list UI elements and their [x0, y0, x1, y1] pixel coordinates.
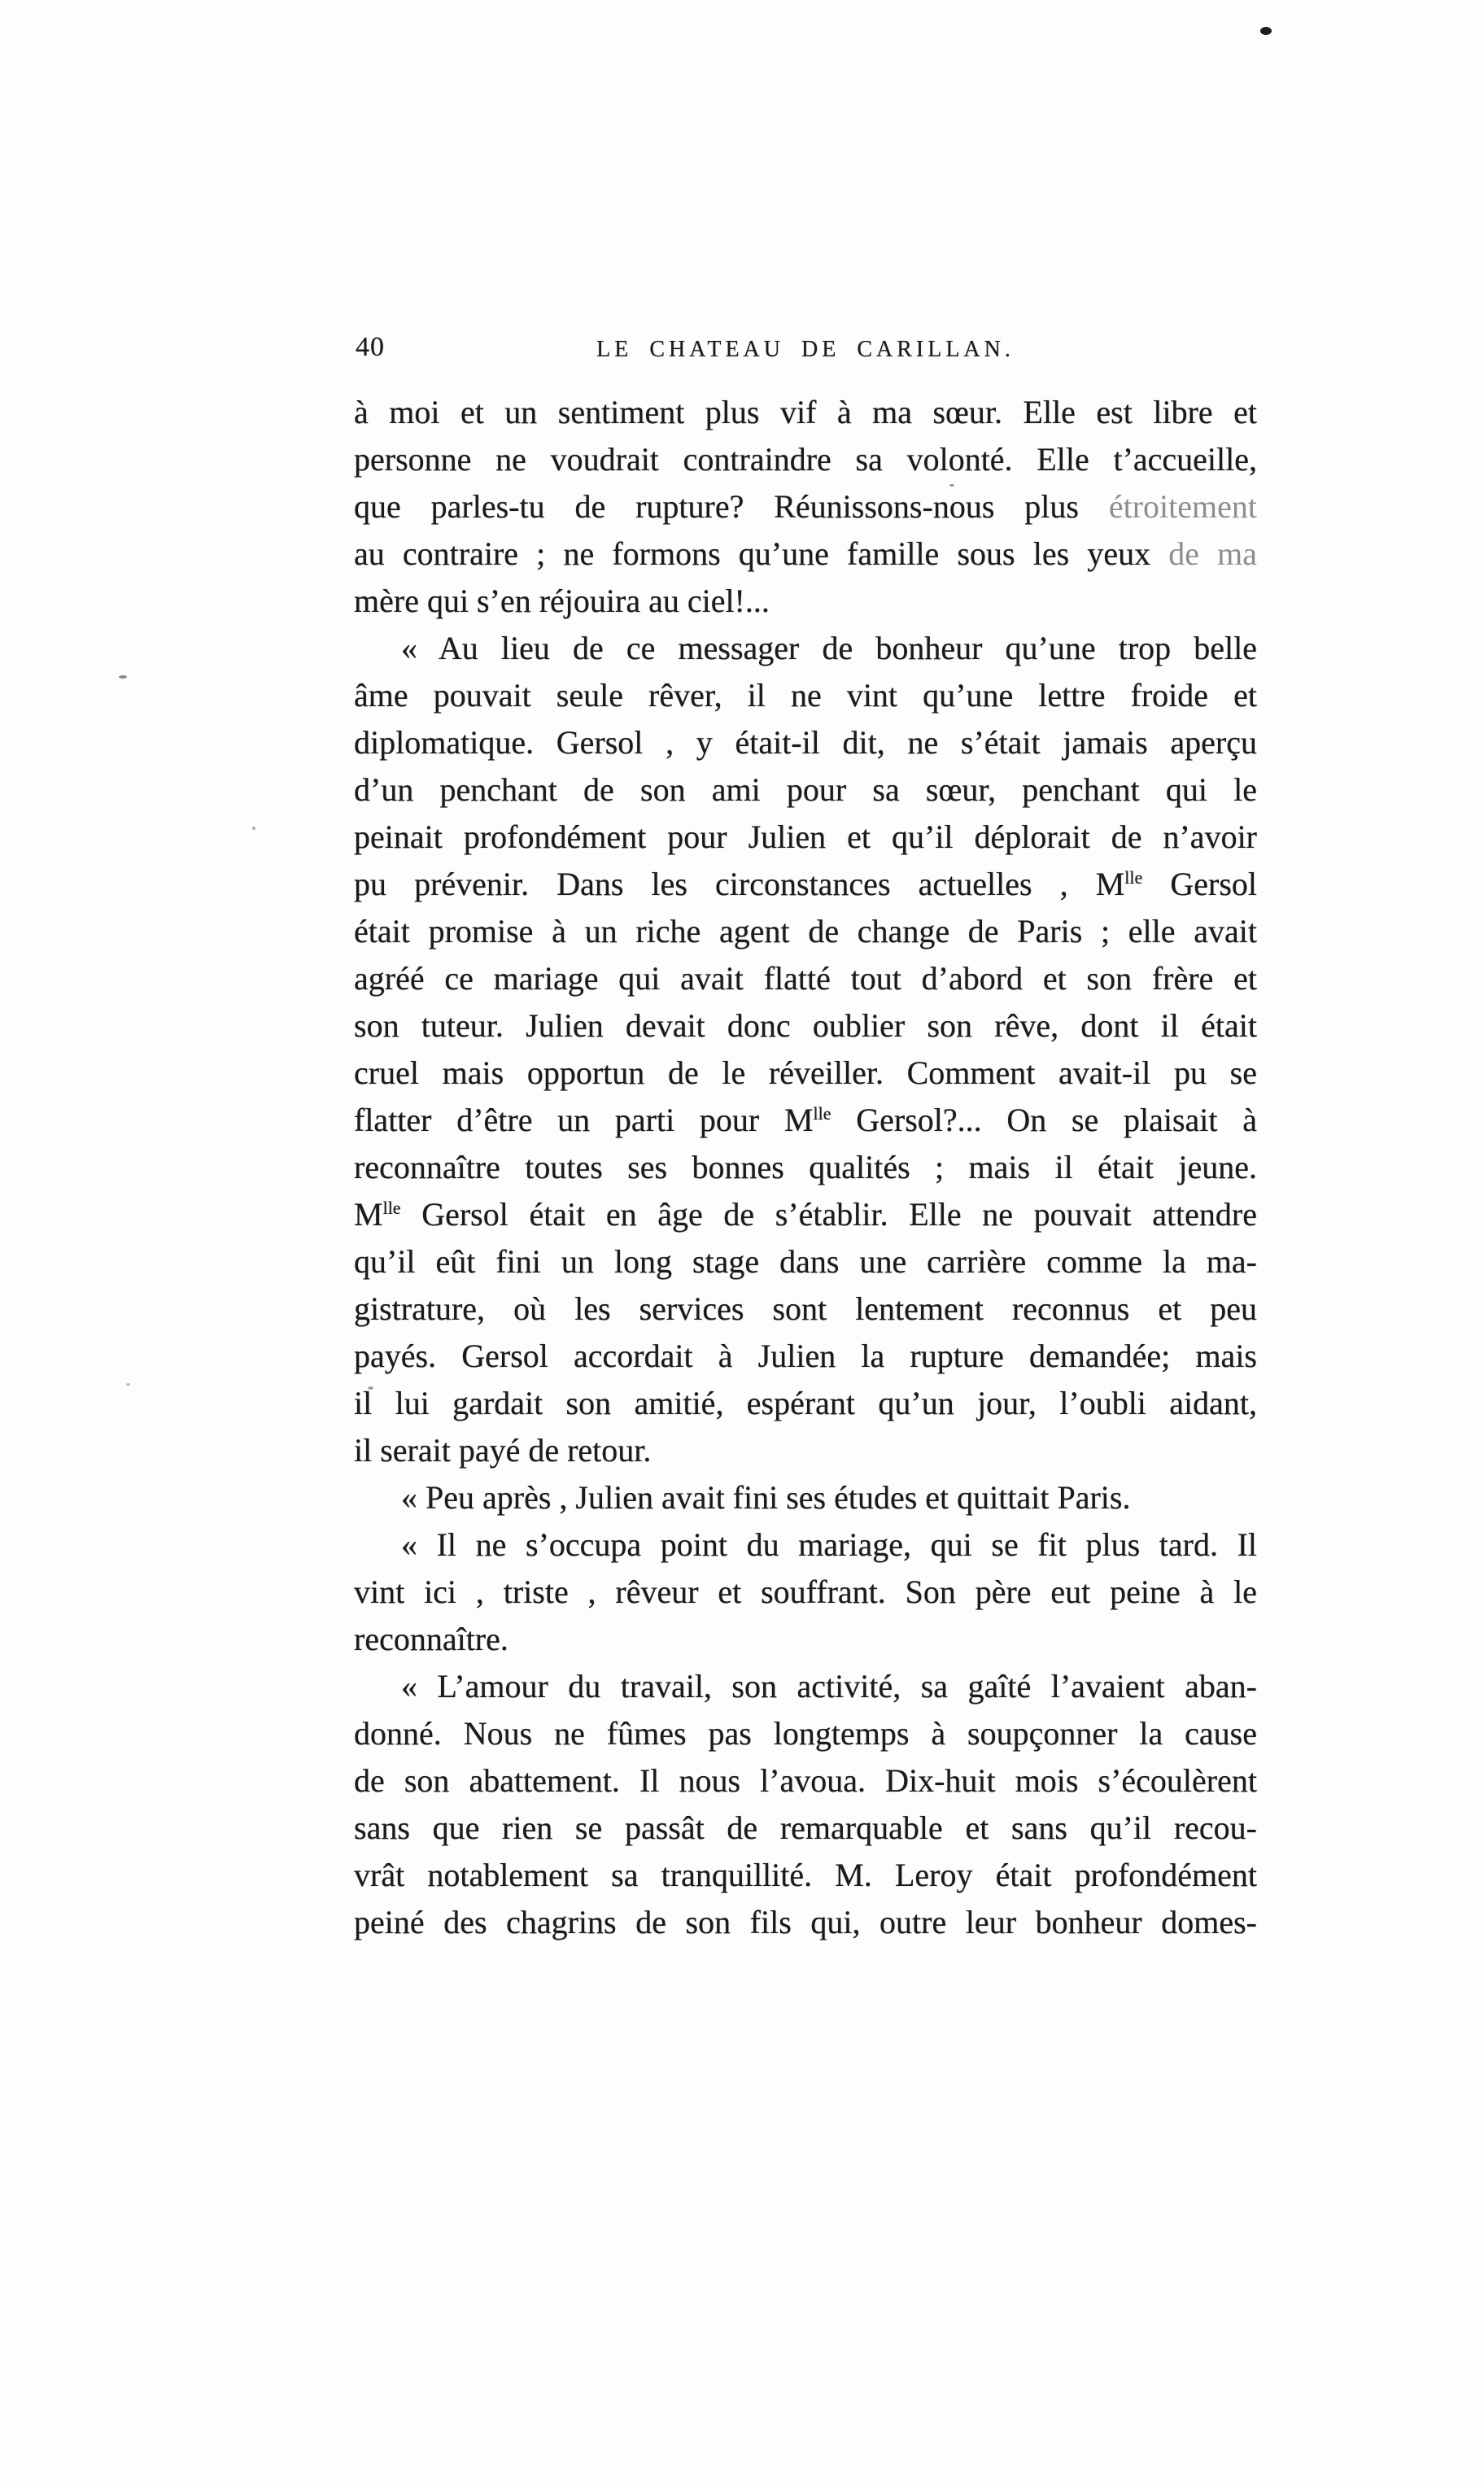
paragraph: [354, 1521, 1257, 1663]
text-segment: de son abattement. Il nous l’avoua. Dix-huit mois s’écoulèrent: [354, 1762, 1257, 1799]
text-line: [354, 1757, 1257, 1805]
page-number: 40: [356, 332, 385, 362]
text-segment: de ma: [1168, 535, 1258, 572]
text-segment: reconnaître toutes ses bonnes qualités ; mais il était jeune.: [354, 1149, 1257, 1185]
page-body: [354, 389, 1257, 1946]
ink-speck: [949, 484, 954, 487]
text-line: [354, 861, 1257, 908]
text-line: [354, 1710, 1257, 1757]
text-line: [354, 1333, 1257, 1380]
text-line: [354, 436, 1257, 483]
superscript-text: lle: [813, 1103, 831, 1124]
text-line: [354, 1144, 1257, 1191]
text-segment: reconnaître.: [354, 1621, 508, 1657]
text-line: [354, 625, 1257, 672]
text-line: [354, 1427, 1257, 1474]
text-segment: il lui gardait son amitié, espérant qu’un jour, l’oubli aidant,: [354, 1385, 1257, 1421]
text-segment: flatter d’être un parti pour M: [354, 1102, 814, 1138]
text-segment: mère qui s’en réjouira au ciel!...: [354, 583, 770, 619]
text-segment: peiné des chagrins de son fils qui, outre leur bonheur domes-: [354, 1904, 1257, 1940]
text-line: [354, 672, 1257, 719]
ink-speck: [119, 675, 127, 679]
text-line: [354, 814, 1257, 861]
text-line: [354, 1852, 1257, 1899]
text-segment: son tuteur. Julien devait donc oublier son rêve, dont il était: [354, 1007, 1257, 1044]
text-line: [354, 1805, 1257, 1852]
superscript-text: lle: [1124, 867, 1143, 888]
text-line: [354, 483, 1257, 530]
text-line: [354, 1380, 1257, 1427]
superscript-text: lle: [382, 1198, 401, 1218]
text-line: [354, 1097, 1257, 1144]
text-segment: Gersol?... On se plaisait à: [831, 1102, 1258, 1138]
text-line: [354, 1050, 1257, 1097]
paragraph: [354, 1474, 1257, 1521]
text-segment: Gersol: [1142, 866, 1257, 902]
ink-speck: [368, 1386, 373, 1390]
text-segment: sans que rien se passât de remarquable et sans qu’il recou-: [354, 1809, 1257, 1846]
text-line: [354, 1191, 1257, 1238]
text-segment: payés. Gersol accordait à Julien la rupture demandée; mais: [354, 1338, 1257, 1374]
text-segment: qu’il eût fini un long stage dans une carrière comme la ma-: [354, 1243, 1257, 1280]
text-line: [354, 1616, 1257, 1663]
text-segment: il serait payé de retour.: [354, 1432, 652, 1469]
text-segment: cruel mais opportun de le réveiller. Comment avait-il pu se: [354, 1054, 1257, 1091]
text-line: [354, 578, 1257, 625]
text-segment: diplomatique. Gersol , y était-il dit, ne s’était jamais aperçu: [354, 724, 1257, 761]
ink-speck: [1260, 27, 1272, 35]
paragraph: [354, 389, 1257, 625]
text-segment: peinait profondément pour Julien et qu’il déplorait de n’avoir: [354, 818, 1257, 855]
text-segment: que parles-tu de rupture? Réunissons-nous plus: [354, 488, 1109, 525]
text-line: [354, 955, 1257, 1002]
running-title: LE CHATEAU DE CARILLAN.: [596, 337, 1015, 362]
text-segment: pu prévenir. Dans les circonstances actuelles , M: [354, 866, 1125, 902]
text-line: [354, 719, 1257, 766]
text-line: [354, 1238, 1257, 1285]
text-segment: vrât notablement sa tranquillité. M. Leroy était profondément: [354, 1857, 1257, 1893]
text-segment: « Au lieu de ce messager de bonheur qu’une trop belle: [401, 630, 1257, 666]
text-line: [354, 766, 1257, 814]
text-segment: « Il ne s’occupa point du mariage, qui se fit plus tard. Il: [401, 1526, 1257, 1563]
text-segment: donné. Nous ne fûmes pas longtemps à soupçonner la cause: [354, 1715, 1257, 1752]
ink-speck: [126, 1383, 130, 1386]
text-line: [354, 1521, 1257, 1569]
text-line: [354, 908, 1257, 955]
text-segment: Gersol était en âge de s’établir. Elle ne pouvait attendre: [400, 1196, 1257, 1233]
text-segment: à moi et un sentiment plus vif à ma sœur. Elle est libre et: [354, 394, 1257, 430]
ink-speck: [252, 827, 255, 830]
text-segment: d’un penchant de son ami pour sa sœur, penchant qui le: [354, 771, 1257, 808]
text-line: [354, 1002, 1257, 1050]
text-segment: M: [354, 1196, 383, 1233]
paragraph: [354, 1663, 1257, 1946]
text-line: [354, 530, 1257, 578]
page-header: [354, 330, 1257, 371]
text-segment: âme pouvait seule rêver, il ne vint qu’une lettre froide et: [354, 677, 1257, 714]
text-line: [354, 1474, 1257, 1521]
text-segment: gistrature, où les services sont lentement reconnus et peu: [354, 1290, 1257, 1327]
text-segment: étroitement: [1108, 488, 1257, 525]
text-segment: vint ici , triste , rêveur et souffrant. Son père eut peine à le: [354, 1574, 1257, 1610]
text-line: [354, 389, 1257, 436]
text-segment: « Peu après , Julien avait fini ses études et quittait Paris.: [401, 1479, 1131, 1516]
text-segment: au contraire ; ne formons qu’une famille sous les yeux: [354, 535, 1169, 572]
text-segment: agréé ce mariage qui avait flatté tout d’abord et son frère et: [354, 960, 1257, 997]
text-segment: personne ne voudrait contraindre sa volonté. Elle t’accueille,: [354, 441, 1257, 478]
text-line: [354, 1663, 1257, 1710]
text-line: [354, 1285, 1257, 1333]
text-line: [354, 1569, 1257, 1616]
text-segment: « L’amour du travail, son activité, sa gaîté l’avaient aban-: [401, 1668, 1257, 1704]
paragraph: [354, 625, 1257, 1474]
text-line: [354, 1899, 1257, 1946]
text-segment: était promise à un riche agent de change de Paris ; elle avait: [354, 913, 1257, 949]
